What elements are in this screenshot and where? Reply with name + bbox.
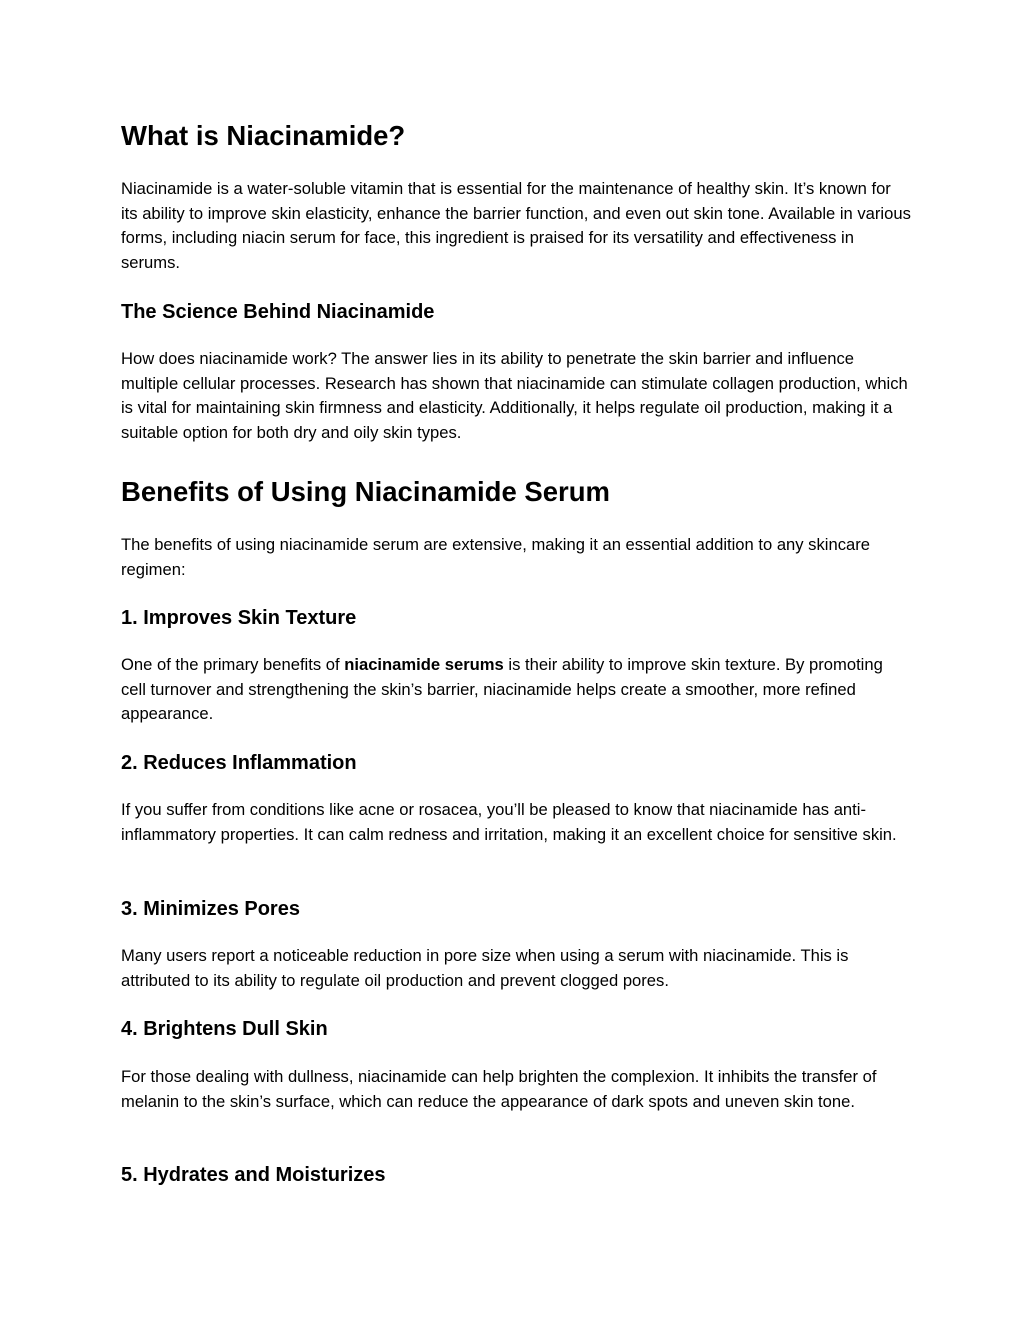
heading-benefit-1: 1. Improves Skin Texture <box>121 607 357 629</box>
paragraph-benefit-1 <box>121 653 911 727</box>
heading-science-behind: The Science Behind Niacinamide <box>121 301 435 323</box>
paragraph-benefit-4: For those dealing with dullness, niacinamide can help brighten the complexion. It inhibits the transfer of melanin to the skin’s surface, which can reduce the appearance of dark spots and uneven skin tone. <box>121 1067 877 1111</box>
heading-benefit-5: 5. Hydrates and Moisturizes <box>121 1164 386 1186</box>
heading-benefit-2: 2. Reduces Inflammation <box>121 752 357 774</box>
heading-what-is-niacinamide: What is Niacinamide? <box>121 120 406 151</box>
benefit-1-text-after: is their ability to improve skin texture. By promoting cell turnover and strengthening the skin’s barrier, niacinamide helps create a smoother, more refined appearance. <box>121 655 883 724</box>
paragraph-science: How does niacinamide work? The answer lies in its ability to penetrate the skin barrier and influence multiple cellular processes. Research has shown that niacinamide can stimulate collagen production, which is vital for maintaining skin firmness and elasticity. Additionally, it helps regulate oil production, making it a suitable option for both dry and oily skin types. <box>121 349 908 442</box>
heading-benefit-3: 3. Minimizes Pores <box>121 898 300 920</box>
paragraph-benefits-intro: The benefits of using niacinamide serum are extensive, making it an essential addition to any skincare regimen: <box>121 535 870 579</box>
paragraph-niacinamide-intro: Niacinamide is a water-soluble vitamin that is essential for the maintenance of healthy skin. It’s known for its ability to improve skin elasticity, enhance the barrier function, and even out skin tone. Available in various forms, including niacin serum for face, this ingredient is praised for its versatility and effectiveness in serums. <box>121 179 911 272</box>
heading-benefit-4: 4. Brightens Dull Skin <box>121 1018 328 1040</box>
paragraph-benefit-2: If you suffer from conditions like acne or rosacea, you’ll be pleased to know that niacinamide has anti-inflammatory properties. It can calm redness and irritation, making it an excellent choice for sensitive skin. <box>121 800 897 844</box>
heading-benefits: Benefits of Using Niacinamide Serum <box>121 476 610 507</box>
benefit-1-text-before: One of the primary benefits of <box>121 655 345 674</box>
paragraph-benefit-3: Many users report a noticeable reduction in pore size when using a serum with niacinamide. This is attributed to its ability to regulate oil production and prevent clogged pores. <box>121 946 849 990</box>
benefit-1-bold-phrase: niacinamide serums <box>344 655 504 674</box>
